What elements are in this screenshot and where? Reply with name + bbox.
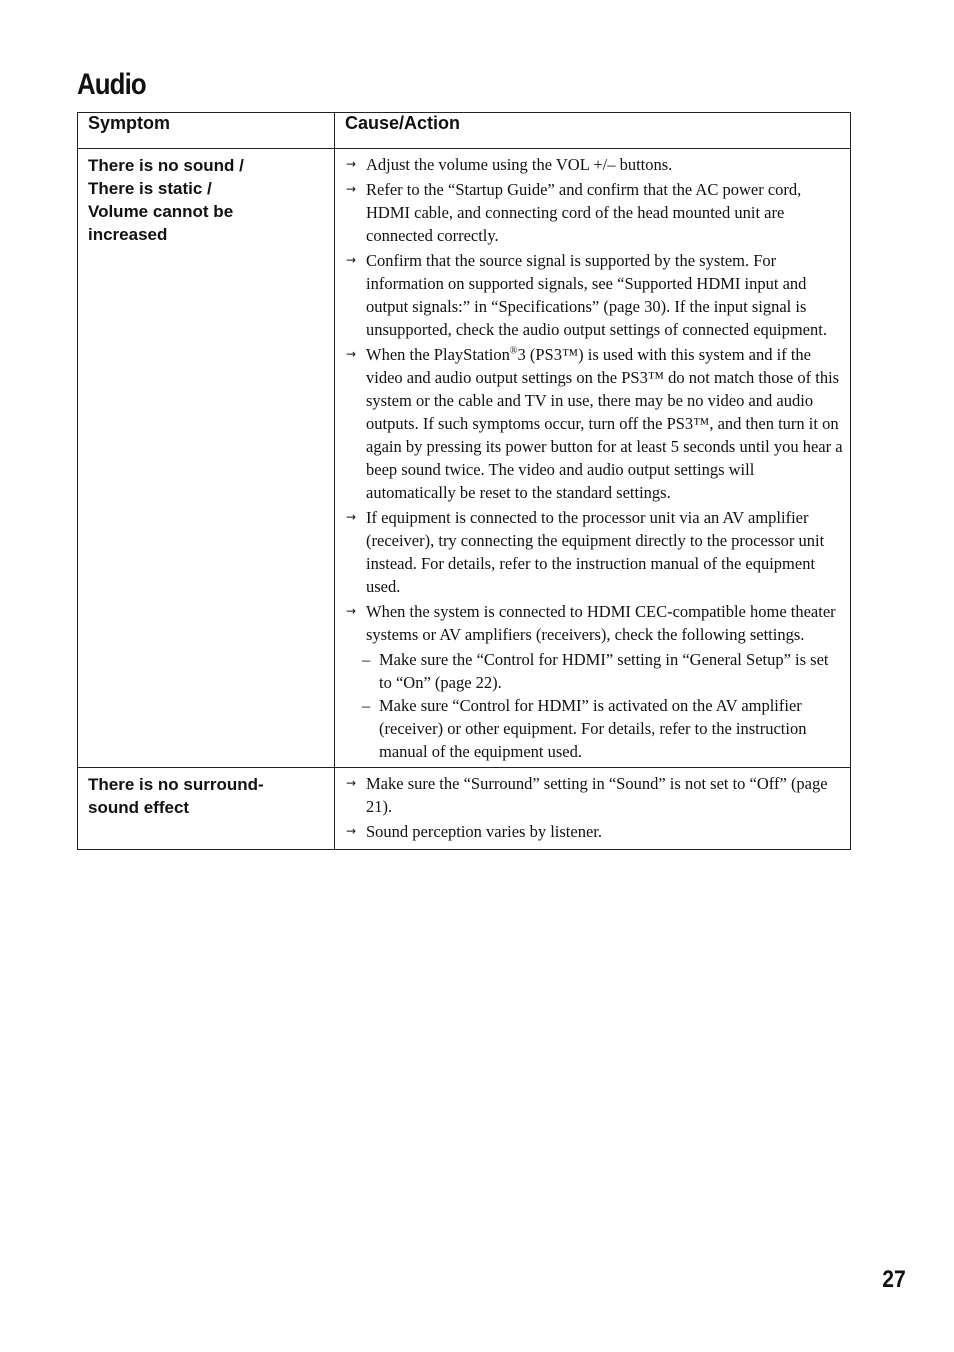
action-text: When the system is connected to HDMI CEC-compatible home theater systems or AV amplifiers (receivers), check the following settings. [366,602,836,644]
dash-icon: – [362,650,371,669]
action-item [346,506,844,598]
action-item [346,343,844,504]
action-item [346,249,844,341]
action-text: Make sure the “Surround” setting in “Sound” is not set to “Off” (page 21). [366,774,828,816]
troubleshooting-table [77,112,851,850]
action-item [346,153,844,176]
table-header-row [78,113,851,149]
action-text: If equipment is connected to the processor unit via an AV amplifier (receiver), try connecting the equipment directly to the processor unit instead. For details, refer to the instruction manual of the equipment used. [366,508,825,596]
action-item [346,772,844,818]
action-text-post: 3 (PS3™) is used with this system and if the video and audio output settings on the PS3™ do not match those of this system or the cable and TV in use, there may be no video and audio outputs. If such symptoms occur, turn off the PS3™, and then turn it on again by pressing its power button for at least 5 seconds until you hear a beep sound twice. The video and audio output settings will automatically be reset to the standard settings. [366,345,843,502]
page-number: 27 [882,1266,906,1293]
arrow-icon: → [346,157,357,171]
arrow-icon: → [346,604,357,618]
action-item [346,820,844,843]
symptom-line: There is static / [88,179,212,198]
symptom-line: There is no surround- [88,775,264,794]
action-text: Sound perception varies by listener. [366,822,602,841]
symptom-line: sound effect [88,798,190,817]
action-cell [335,149,851,768]
action-text: Refer to the “Startup Guide” and confirm that the AC power cord, HDMI cable, and connecting cord of the head mounted unit are connected correctly. [366,180,802,245]
action-text: Confirm that the source signal is supported by the system. For information on supported signals, see “Supported HDMI input and output signals:” in “Specifications” (page 30). If the input signal is unsupported, check the audio output settings of connected equipment. [366,251,827,339]
subitem-text: Make sure “Control for HDMI” is activated on the AV amplifier (receiver) or other equipment. For details, refer to the instruction manual of the equipment used. [379,696,807,761]
action-item [346,178,844,247]
subitem-text: Make sure the “Control for HDMI” setting in “General Setup” is set to “On” (page 22). [379,650,829,692]
action-subitem [362,694,844,763]
symptom-line: Volume cannot be [88,202,234,221]
arrow-icon: → [346,182,357,196]
header-symptom: Symptom [78,113,335,149]
arrow-icon: → [346,776,357,790]
symptom-line: There is no sound / [88,156,244,175]
arrow-icon: → [346,253,357,267]
arrow-icon: → [346,510,357,524]
registered-mark: ® [509,345,518,357]
arrow-icon: → [346,824,357,838]
symptom-cell [78,768,335,850]
action-text-pre: When the PlayStation [366,345,510,364]
symptom-line: increased [88,225,168,244]
symptom-cell [78,149,335,768]
table-row [78,149,851,768]
table-row [78,768,851,850]
header-cause-action: Cause/Action [335,113,851,149]
action-subitem [362,648,844,694]
page-title: Audio [77,68,146,101]
action-item [346,600,844,646]
dash-icon: – [362,696,371,715]
action-cell [335,768,851,850]
action-text: Adjust the volume using the VOL +/– buttons. [366,155,673,174]
action-text [366,343,844,504]
arrow-icon: → [346,347,357,361]
